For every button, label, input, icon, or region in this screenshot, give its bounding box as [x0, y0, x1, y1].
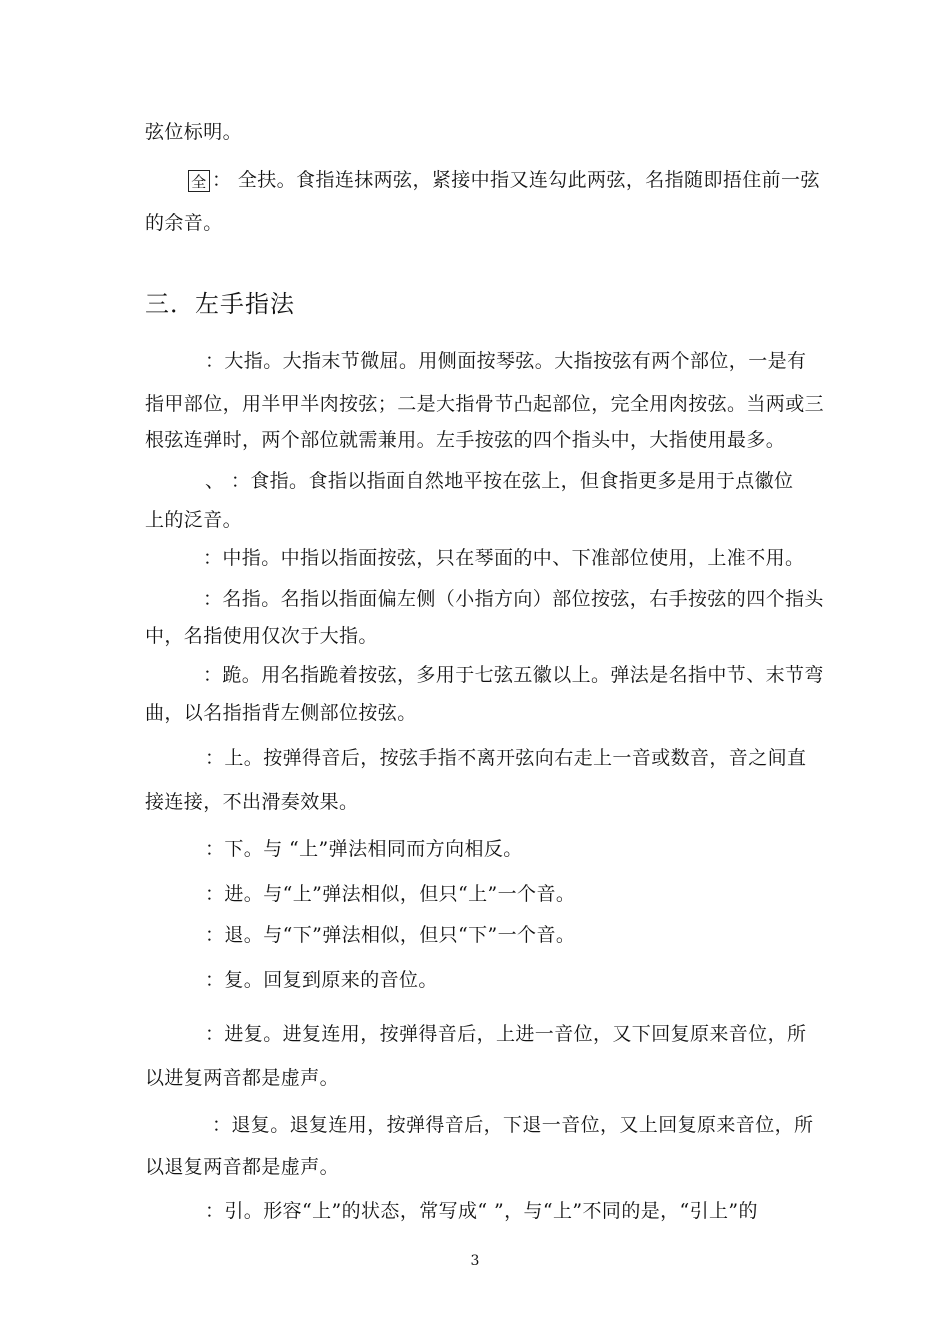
- text-line: 以退复两音都是虚声。: [145, 1156, 340, 1178]
- text-line: ：跪。用名指跪着按弦，多用于七弦五徽以上。弹法是名指中节、末节弯: [203, 664, 824, 686]
- text-line: ：进。与“上”弹法相似，但只“上”一个音。: [205, 883, 576, 905]
- text-line: 上的泛音。: [145, 509, 243, 531]
- text-line: ：复。回复到原来的音位。: [205, 969, 438, 991]
- text-line: ：进复。进复连用，按弹得音后，上进一音位，又下回复原来音位，所: [205, 1023, 807, 1045]
- text-line: 曲，以名指指背左侧部位按弦。: [145, 702, 417, 724]
- text-line: 指甲部位，用半甲半肉按弦；二是大指骨节凸起部位，完全用肉按弦。当两或三: [145, 393, 825, 415]
- text-line: 的余音。: [145, 212, 223, 234]
- text-line: ：上。按弹得音后，按弦手指不离开弦向右走上一音或数音，音之间直: [205, 747, 807, 769]
- text-line: ：大指。大指末节微屈。用侧面按琴弦。大指按弦有两个部位，一是有: [205, 350, 807, 372]
- text-line: 接连接，不出滑奏效果。: [145, 791, 359, 813]
- text-line: 根弦连弹时，两个部位就需兼用。左手按弦的四个指头中，大指使用最多。: [145, 429, 786, 451]
- text-line: ：中指。中指以指面按弦，只在琴面的中、下准部位使用，上准不用。: [203, 547, 805, 569]
- text-line: ：引。形容“上”的状态，常写成“ ”，与“上”不同的是，“引上”的: [205, 1200, 758, 1222]
- text-line: ：名指。名指以指面偏左侧（小指方向）部位按弦，右手按弦的四个指头: [203, 588, 824, 610]
- section-heading: 三．左手指法: [145, 290, 295, 318]
- text-line: ：退。与“下”弹法相似，但只“下”一个音。: [205, 924, 576, 946]
- text-line: 、 ：食指。食指以指面自然地平按在弦上，但食指更多是用于点徽位: [205, 470, 794, 492]
- text-line-content: ： 全扶。食指连抹两弦，紧接中指又连勾此两弦，名指随即捂住前一弦: [212, 169, 820, 191]
- text-line: 弦位标明。: [145, 121, 243, 143]
- fingering-notation-glyph: 全: [188, 170, 210, 192]
- text-line: [188, 167, 820, 193]
- text-line: ：退复。退复连用，按弹得音后，下退一音位，又上回复原来音位，所: [212, 1114, 814, 1136]
- page-number: 3: [470, 1253, 480, 1269]
- text-line: 以进复两音都是虚声。: [145, 1067, 340, 1089]
- text-line: ：下。与 “上”弹法相同而方向相反。: [205, 838, 523, 860]
- text-line: 中，名指使用仅次于大指。: [145, 625, 378, 647]
